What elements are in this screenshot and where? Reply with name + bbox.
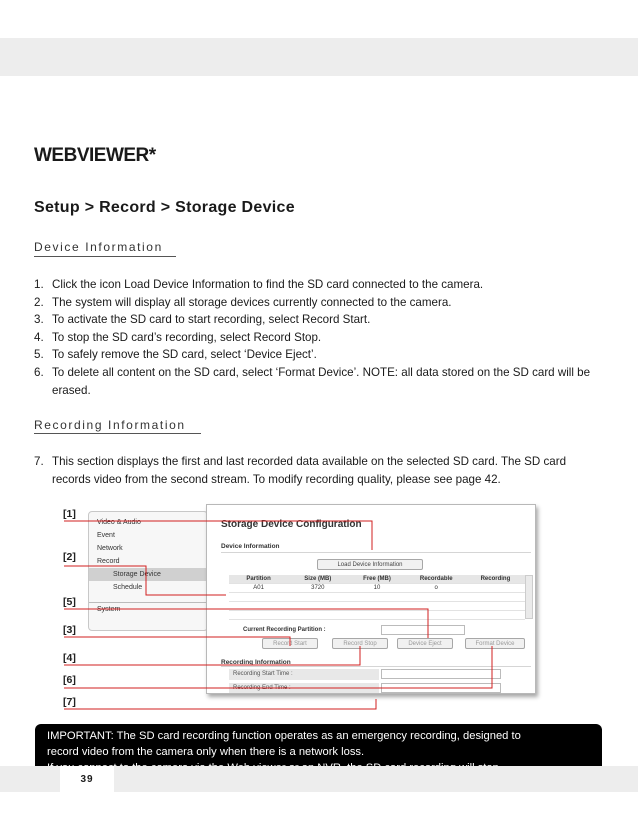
list-item: 5. To safely remove the SD card, select ‘Device Eject’. — [34, 348, 317, 362]
list-item: 4. To stop the SD card’s recording, select Record Stop. — [34, 330, 322, 344]
callout-7: [7] — [63, 696, 76, 708]
list-item: 1. Click the icon Load Device Information to find the SD card connected to the camera. — [34, 278, 484, 291]
end-time-label: Recording End Time : — [229, 683, 379, 694]
list-item: 7. This section displays the first and last recorded data available on the selected SD card. The SD card records video from the second stream. To modify recording quality, please see page 42. — [34, 455, 567, 486]
menu-item-network[interactable]: Network — [97, 545, 123, 552]
start-time-field — [381, 669, 501, 679]
important-notice: IMPORTANT: The SD card recording function operates as an emergency recording, designed to record video from the camera only when there is a network loss. — [35, 724, 602, 776]
menu-item-system[interactable]: System — [89, 602, 207, 615]
table-row — [229, 593, 525, 602]
recording-info-heading: Recording Information — [34, 418, 186, 432]
divider — [221, 666, 531, 667]
device-info-heading: Device Information — [34, 240, 163, 254]
load-device-button[interactable]: Load Device Information — [317, 559, 423, 570]
divider — [221, 552, 531, 553]
end-time-field — [381, 683, 501, 693]
callout-6: [6] — [63, 674, 76, 686]
list-item: 3. To activate the SD card to start recording, select Record Start. — [34, 313, 371, 327]
list-item: 6. To delete all content on the SD card, select ‘Format Device’. NOTE: all data stored on the SD card will be erased. — [34, 365, 591, 397]
start-time-label: Recording Start Time : — [229, 669, 379, 680]
format-device-button[interactable]: Format Device — [465, 638, 525, 649]
callout-1: [1] — [63, 508, 76, 520]
menu-item-video-audio[interactable]: Video & Audio — [97, 519, 141, 526]
screenshot-menu-panel — [88, 511, 208, 631]
menu-item-storage-device[interactable]: Storage Device — [89, 568, 207, 581]
recording-info-list — [34, 453, 604, 488]
callout-5: [5] — [63, 596, 76, 608]
callout-2: [2] — [63, 551, 76, 563]
current-partition-label: Current Recording Partition : — [243, 627, 326, 633]
callout-3: [3] — [63, 624, 76, 636]
menu-item-event[interactable]: Event — [97, 532, 115, 539]
breadcrumb: Setup > Record > Storage Device — [34, 199, 295, 216]
device-info-list — [34, 276, 604, 399]
header-band — [0, 38, 638, 76]
partition-table — [229, 575, 525, 620]
device-eject-button[interactable]: Device Eject — [397, 638, 453, 649]
record-start-button[interactable]: Record Start — [262, 638, 318, 649]
table-row[interactable]: A01 3720 10 o — [229, 584, 525, 593]
menu-item-schedule[interactable]: Schedule — [113, 584, 143, 591]
current-partition-field — [381, 625, 465, 635]
menu-item-record[interactable]: Record — [97, 558, 120, 565]
table-header: Partition Size (MB) Free (MB) Recordable Recording — [229, 575, 525, 584]
storage-config-screenshot — [206, 504, 536, 694]
recording-info-label: Recording Information — [221, 659, 291, 666]
record-stop-button[interactable]: Record Stop — [332, 638, 388, 649]
table-row — [229, 602, 525, 611]
table-scrollbar[interactable] — [525, 575, 533, 619]
device-info-rule — [34, 256, 176, 257]
callout-4: [4] — [63, 652, 76, 664]
device-info-label: Device Information — [221, 543, 280, 550]
page-title: WEBVIEWER* — [34, 145, 156, 166]
table-row — [229, 611, 525, 620]
config-title: Storage Device Configuration — [221, 519, 362, 530]
list-item: 2. The system will display all storage devices currently connected to the camera. — [34, 295, 452, 309]
recording-info-rule — [34, 433, 201, 434]
page-number: 39 — [60, 766, 114, 792]
